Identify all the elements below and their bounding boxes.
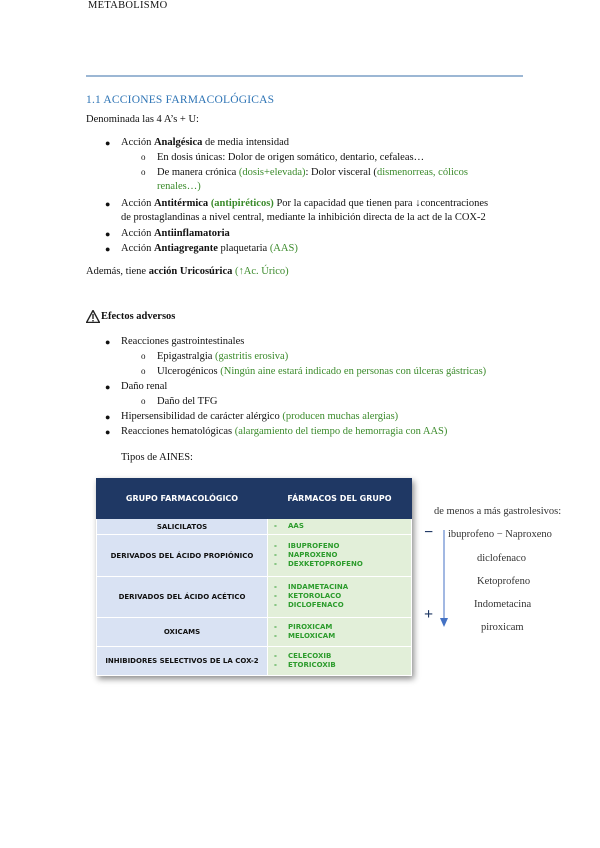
warning-icon [86, 310, 100, 323]
drug-name: PIROXICAM [288, 623, 333, 632]
table-row [97, 576, 412, 617]
table-cell-group: SALICILATOS [97, 518, 268, 535]
sub-bullet: o [141, 351, 146, 361]
adverse-hypersensitivity: Hipersensibilidad de carácter alérgico (producen muchas alergias) [121, 411, 399, 422]
action-antipyretic-cont: de prostaglandinas a nivel central, mediante la inhibición directa de la act de la COX-2 [121, 212, 486, 223]
drug-name: NAPROXENO [288, 551, 338, 560]
drug-name: AAS [288, 522, 304, 531]
bullet: ● [105, 412, 111, 422]
table-cell-group: DERIVADOS DEL ÁCIDO ACÉTICO [97, 576, 268, 617]
drug-name: MELOXICAM [288, 632, 336, 641]
drug-item: - ETORICOXIB [274, 661, 336, 670]
table-cell-group: DERIVADOS DEL ÁCIDO PROPIÓNICO [97, 535, 268, 576]
bullet: ● [105, 244, 111, 254]
table-row [97, 618, 412, 647]
table-row [97, 647, 412, 676]
sub-bullet: o [141, 366, 146, 376]
drug-name: DICLOFENACO [288, 601, 344, 610]
aines-types-label: Tipos de AINES: [121, 452, 193, 463]
drug-item: - CELECOXIB [274, 652, 332, 661]
table-cell-drugs [268, 576, 412, 617]
table-cell-drugs [268, 535, 412, 576]
action-analgesic-single-dose: En dosis únicas: Dolor de origen somático, dentario, cefaleas… [157, 152, 425, 163]
aines-table [96, 478, 412, 676]
action-analgesic-chronic-cont: renales…) [157, 181, 201, 192]
sub-bullet: o [141, 396, 146, 406]
bullet: ● [105, 229, 111, 239]
table-cell-drugs [268, 647, 412, 676]
gastro-item: diclofenaco [477, 553, 526, 564]
bullet: ● [105, 199, 111, 209]
sub-bullet: o [141, 167, 146, 177]
adverse-gi: Reacciones gastrointestinales [121, 336, 245, 347]
table-row [97, 518, 412, 535]
action-antipyretic: Acción Antitérmica (antipiréticos) Por la capacidad que tienen para ↓concentraciones [121, 198, 489, 209]
document-header: METABOLISMO [88, 0, 168, 11]
table-cell-group: INHIBIDORES SELECTIVOS DE LA COX-2 [97, 647, 268, 676]
drug-item: - KETOROLACO [274, 592, 342, 601]
drug-name: IBUPROFENO [288, 542, 340, 551]
table-row [97, 535, 412, 576]
plus-sign: + [424, 606, 434, 623]
action-antiplatelet: Acción Antiagregante plaquetaria (AAS) [121, 243, 298, 254]
drug-name: INDAMETACINA [288, 583, 349, 592]
minus-sign: − [424, 524, 434, 541]
bullet: ● [105, 427, 111, 437]
arrow-down-icon [440, 530, 448, 633]
drug-item: - IBUPROFENO [274, 542, 340, 551]
adverse-ulcerogenic: Ulcerogénicos (Ningún aine estará indicado en personas con úlceras gástricas) [157, 366, 487, 377]
title-divider [86, 75, 523, 77]
adverse-hematologic: Reacciones hematológicas (alargamiento del tiempo de hemorragia con AAS) [121, 426, 448, 437]
table-header-group: GRUPO FARMACOLÓGICO [97, 479, 268, 519]
drug-item: - AAS [274, 522, 304, 531]
gastro-item: ibuprofeno − Naproxeno [448, 529, 552, 540]
adverse-renal: Daño renal [121, 381, 168, 392]
bullet: ● [105, 337, 111, 347]
drug-item: - DICLOFENACO [274, 601, 344, 610]
bullet: ● [105, 138, 111, 148]
gastro-item: Ketoprofeno [477, 576, 531, 587]
drug-item: - DEXKETOPROFENO [274, 560, 363, 569]
drug-item: - NAPROXENO [274, 551, 338, 560]
bullet: ● [105, 382, 111, 392]
table-header-drugs: FÁRMACOS DEL GRUPO [268, 479, 412, 519]
section-title: 1.1 ACCIONES FARMACOLÓGICAS [86, 94, 275, 106]
drug-item: - MELOXICAM [274, 632, 336, 641]
drug-name: KETOROLACO [288, 592, 342, 601]
adverse-epigastralgia: Epigastralgia (gastritis erosiva) [157, 351, 289, 362]
drug-item: - PIROXICAM [274, 623, 333, 632]
action-analgesic-chronic: De manera crónica (dosis+elevada): Dolor visceral (dismenorreas, cólicos [157, 167, 468, 178]
adverse-title: Efectos adversos [101, 311, 176, 322]
gastro-item: piroxicam [481, 622, 524, 633]
action-analgesic: Acción Analgésica de media intensidad [121, 137, 289, 148]
intro-text: Denominada las 4 A’s + U: [86, 114, 199, 125]
action-antiinflammatory: Acción Antiinflamatoria [121, 228, 230, 239]
sub-bullet: o [141, 152, 146, 162]
adverse-renal-tfg: Daño del TFG [157, 396, 218, 407]
drug-name: DEXKETOPROFENO [288, 560, 363, 569]
drug-item: - INDAMETACINA [274, 583, 349, 592]
table-header-row [97, 479, 412, 519]
drug-name: CELECOXIB [288, 652, 332, 661]
gastro-item: Indometacina [474, 599, 532, 610]
table-cell-group: OXICAMS [97, 618, 268, 647]
table-cell-drugs [268, 618, 412, 647]
uricosuric-text: Además, tiene acción Uricosúrica (↑Ac. Úrico) [86, 266, 289, 277]
gastro-title: de menos a más gastrolesivos: [434, 506, 562, 517]
table-cell-drugs [268, 518, 412, 535]
drug-name: ETORICOXIB [288, 661, 336, 670]
